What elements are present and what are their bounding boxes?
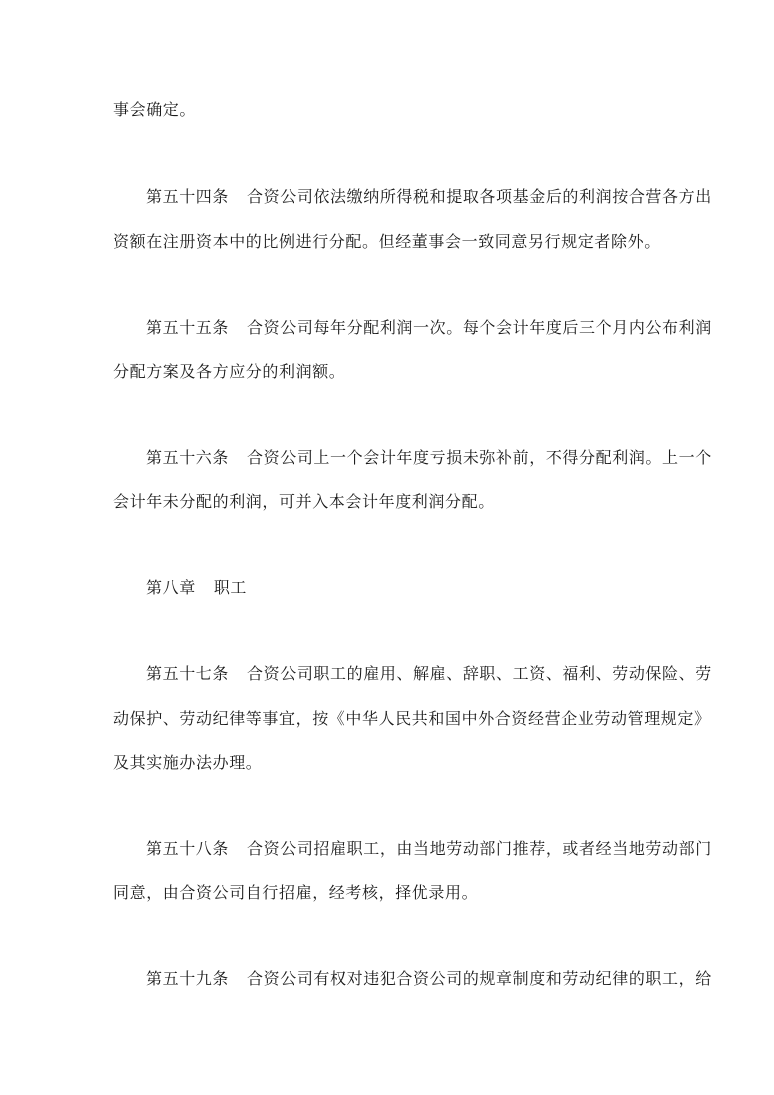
article-label: 第五十九条 <box>146 969 230 988</box>
article-54 <box>146 187 712 207</box>
article-55-line-2 <box>113 362 673 382</box>
article-57-line-2 <box>113 709 711 729</box>
article-59 <box>146 969 712 989</box>
article-label: 第五十七条 <box>146 664 230 683</box>
article-text: 合资公司依法缴纳所得税和提取各项基金后的利润按合营各方出 <box>247 187 712 206</box>
article-text: 合资公司有权对违犯合资公司的规章制度和劳动纪律的职工，给 <box>247 969 712 988</box>
article-label: 第五十六条 <box>146 448 230 467</box>
chapter-label: 第八章 <box>146 578 196 597</box>
article-text: 动保护、劳动纪律等事宜，按《中华人民共和国中外合资经营企业劳动管理规定》 <box>113 709 711 728</box>
article-text: 合资公司招雇职工，由当地劳动部门推荐，或者经当地劳动部门 <box>247 839 712 858</box>
chapter-title: 职工 <box>213 578 248 597</box>
article-label: 第五十八条 <box>146 839 230 858</box>
article-56 <box>146 448 712 468</box>
article-57-line-3 <box>113 753 673 773</box>
article-text: 会计年未分配的利润，可并入本会计年度利润分配。 <box>113 492 495 511</box>
article-text: 合资公司每年分配利润一次。每个会计年度后三个月内公布利润 <box>247 318 712 337</box>
article-text: 分配方案及各方应分的利润额。 <box>113 362 346 381</box>
paragraph-text: 事会确定。 <box>113 100 197 119</box>
article-label: 第五十五条 <box>146 318 230 337</box>
paragraph-continuation <box>113 100 673 120</box>
article-text: 合资公司职工的雇用、解雇、辞职、工资、福利、劳动保险、劳 <box>247 664 712 683</box>
article-55 <box>146 318 712 338</box>
article-54-line-2 <box>113 232 673 252</box>
article-text: 及其实施办法办理。 <box>113 753 263 772</box>
article-label: 第五十四条 <box>146 187 230 206</box>
chapter-heading <box>146 578 706 598</box>
article-56-line-2 <box>113 492 673 512</box>
article-text: 同意，由合资公司自行招雇，经考核，择优录用。 <box>113 883 479 902</box>
article-58-line-2 <box>113 883 673 903</box>
article-text: 合资公司上一个会计年度亏损未弥补前，不得分配利润。上一个 <box>247 448 712 467</box>
article-58 <box>146 839 712 859</box>
article-57 <box>146 664 712 684</box>
article-text: 资额在注册资本中的比例进行分配。但经董事会一致同意另行规定者除外。 <box>113 232 661 251</box>
